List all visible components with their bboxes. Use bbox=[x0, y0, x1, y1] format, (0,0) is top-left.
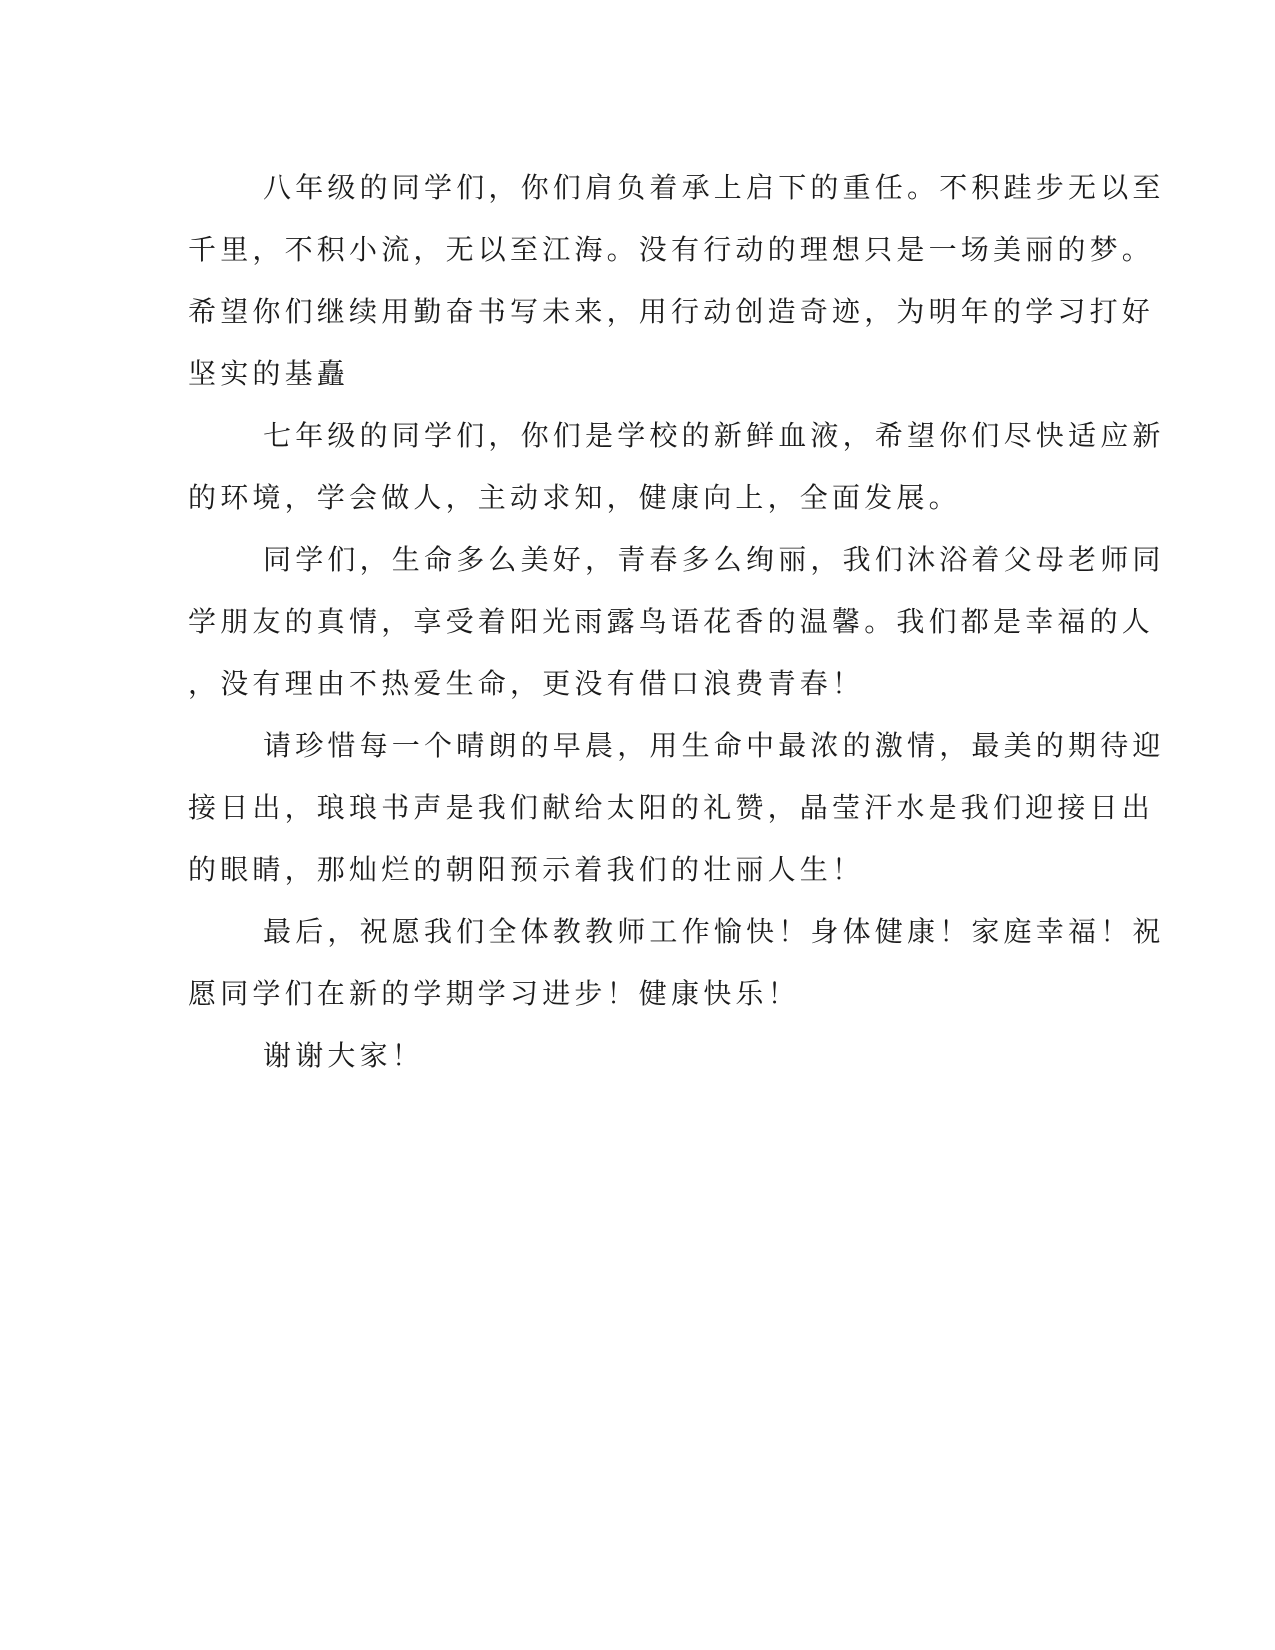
paragraph-line: 的眼睛，那灿烂的朝阳预示着我们的壮丽人生！ bbox=[188, 853, 865, 886]
paragraph-line: 希望你们继续用勤奋书写未来，用行动创造奇迹，为明年的学习打好 bbox=[188, 295, 1155, 328]
paragraph-morning bbox=[188, 715, 1165, 901]
paragraph-line: 愿同学们在新的学期学习进步！健康快乐！ bbox=[188, 977, 800, 1010]
paragraph-line: 千里，不积小流，无以至江海。没有行动的理想只是一场美丽的梦。 bbox=[188, 233, 1155, 266]
paragraph-line: 学朋友的真情，享受着阳光雨露鸟语花香的温馨。我们都是幸福的人 bbox=[188, 605, 1155, 638]
paragraph-line: 八年级的同学们，你们肩负着承上启下的重任。不积跬步无以至 bbox=[263, 171, 1165, 204]
paragraph-line: 请珍惜每一个晴朗的早晨，用生命中最浓的激情，最美的期待迎 bbox=[263, 729, 1165, 762]
document-body bbox=[188, 157, 1165, 1087]
paragraph-line: 谢谢大家！ bbox=[263, 1039, 425, 1072]
paragraph-line: 同学们，生命多么美好，青春多么绚丽，我们沐浴着父母老师同 bbox=[263, 543, 1165, 576]
paragraph-line: 的环境，学会做人，主动求知，健康向上，全面发展。 bbox=[188, 481, 961, 514]
paragraph-grade8 bbox=[188, 157, 1165, 405]
paragraph-students bbox=[188, 529, 1165, 715]
paragraph-line: ，没有理由不热爱生命，更没有借口浪费青春！ bbox=[188, 667, 865, 700]
paragraph-line: 接日出，琅琅书声是我们献给太阳的礼赞，晶莹汗水是我们迎接日出 bbox=[188, 791, 1155, 824]
paragraph-line: 最后，祝愿我们全体教教师工作愉快！身体健康！家庭幸福！祝 bbox=[263, 915, 1165, 948]
paragraph-thanks bbox=[188, 1025, 1068, 1087]
paragraph-line: 七年级的同学们，你们是学校的新鲜血液，希望你们尽快适应新 bbox=[263, 419, 1165, 452]
paragraph-grade7 bbox=[188, 405, 1165, 529]
paragraph-wishes bbox=[188, 901, 1165, 1025]
paragraph-line: 坚实的基矗 bbox=[188, 357, 350, 390]
